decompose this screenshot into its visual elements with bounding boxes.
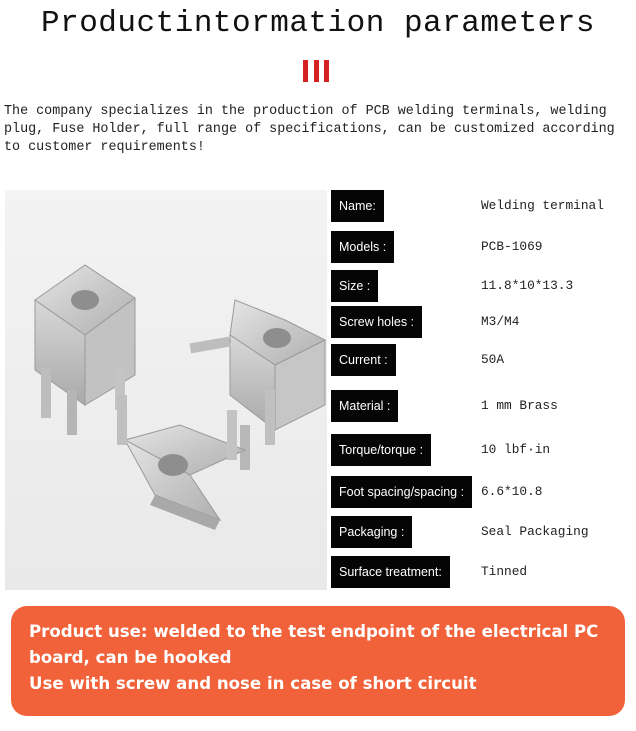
spec-label: Models :: [331, 231, 394, 263]
spec-label: Current :: [331, 344, 396, 376]
product-use-banner: [11, 606, 625, 716]
spec-label: Foot spacing/spacing :: [331, 476, 472, 508]
product-photo: [5, 190, 327, 590]
spec-value: 50A: [481, 352, 505, 367]
spec-label: Torque/torque :: [331, 434, 431, 466]
spec-value: 6.6*10.8: [481, 484, 543, 499]
banner-line-1: Product use: welded to the test endpoint of the electrical PC board, can be hooked: [29, 622, 599, 667]
company-intro: The company specializes in the production of PCB welding terminals, welding plug, Fuse Holder, full range of specifications, can be customized according to customer requirements!: [4, 104, 615, 155]
spec-label: Surface treatment:: [331, 556, 450, 588]
deco-bar-2: [314, 60, 319, 82]
deco-bar-3: [324, 60, 329, 82]
banner-line-2: Use with screw and nose in case of short circuit: [29, 674, 477, 693]
spec-label: Packaging :: [331, 516, 412, 548]
spec-value: PCB-1069: [481, 239, 543, 254]
spec-label: Size :: [331, 270, 378, 302]
spec-value: 1 mm Brass: [481, 398, 558, 413]
spec-value: 11.8*10*13.3: [481, 278, 574, 293]
spec-value: 10 lbf·in: [481, 442, 551, 457]
spec-value: Tinned: [481, 564, 528, 579]
spec-label: Material :: [331, 390, 398, 422]
terminal-bottom: [117, 395, 245, 530]
spec-label: Screw holes :: [331, 306, 422, 338]
spec-value: M3/M4: [481, 314, 520, 329]
spec-value: Seal Packaging: [481, 524, 589, 539]
spec-label: Name:: [331, 190, 384, 222]
spec-value: Welding terminal: [481, 198, 604, 213]
page-title: Productintormation parameters: [41, 6, 595, 41]
title-decoration: [303, 60, 329, 82]
deco-bar-1: [303, 60, 308, 82]
